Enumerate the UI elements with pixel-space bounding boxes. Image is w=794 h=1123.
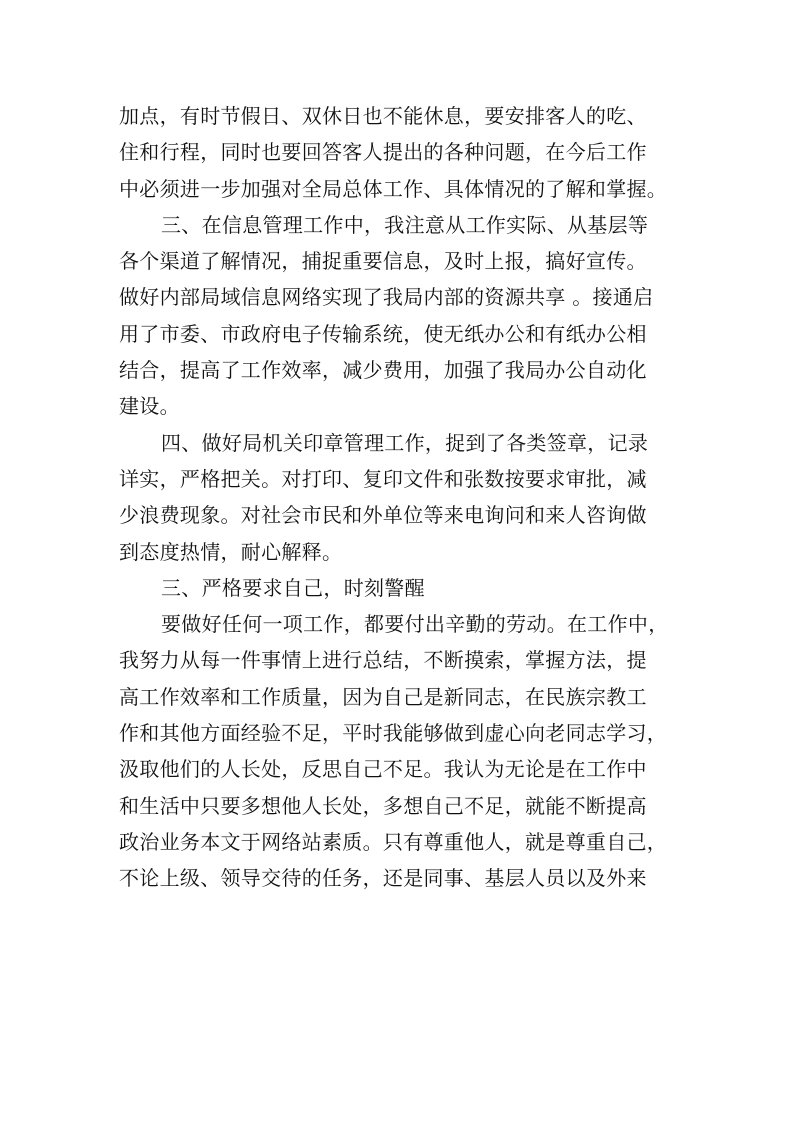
text-line-10: 四、做好局机关印章管理工作，捉到了各类签章，记录 — [161, 430, 649, 455]
text-line-2: 住和行程，同时也要回答客人提出的各种问题，在今后工作 — [119, 140, 647, 165]
text-line-16: 我努力从每一件事情上进行总结，不断摸索，掌握方法，提 — [119, 648, 647, 673]
text-line-4: 三、在信息管理工作中，我注意从工作实际、从基层等 — [161, 212, 649, 237]
text-line-15: 要做好任何一项工作，都要付出辛勤的劳动。在工作中， — [161, 612, 669, 637]
text-line-19: 汲取他们的人长处，反思自己不足。我认为无论是在工作中 — [119, 757, 647, 782]
text-line-11: 详实，严格把关。对打印、复印文件和张数按要求审批，减 — [119, 466, 647, 491]
text-line-17: 高工作效率和工作质量，因为自己是新同志，在民族宗教工 — [119, 684, 647, 709]
text-line-7: 用了市委、市政府电子传输系统，使无纸办公和有纸办公相 — [119, 321, 647, 346]
text-line-3: 中必须进一步加强对全局总体工作、具体情况的了解和掌握。 — [119, 176, 668, 201]
text-line-1: 加点，有时节假日、双休日也不能休息，要安排客人的吃、 — [119, 104, 647, 128]
text-line-9: 建设。 — [119, 394, 180, 419]
text-line-12: 少浪费现象。对社会市民和外单位等来电询问和来人咨询做 — [119, 503, 647, 528]
text-line-20: 和生活中只要多想他人长处，多想自己不足，就能不断提高 — [119, 793, 647, 818]
text-line-21: 政治业务本文于网络站素质。只有尊重他人，就是尊重自己， — [119, 829, 668, 854]
document-body — [119, 98, 709, 897]
text-line-8: 结合，提高了工作效率，减少费用，加强了我局办公自动化 — [119, 358, 647, 383]
text-line-18: 作和其他方面经验不足，平时我能够做到虚心向老同志学习， — [119, 721, 668, 746]
text-line-6: 做好内部局域信息网络实现了我局内部的资源共享 。接通启 — [119, 285, 654, 310]
text-line-22: 不论上级、领导交待的任务，还是同事、基层人员以及外来 — [119, 866, 647, 891]
text-line-5: 各个渠道了解情况，捕捉重要信息，及时上报，搞好宣传。 — [119, 249, 647, 274]
text-line-13: 到态度热情，耐心解释。 — [119, 539, 343, 564]
section-heading-line: 三、严格要求自己，时刻警醒 — [161, 575, 425, 600]
